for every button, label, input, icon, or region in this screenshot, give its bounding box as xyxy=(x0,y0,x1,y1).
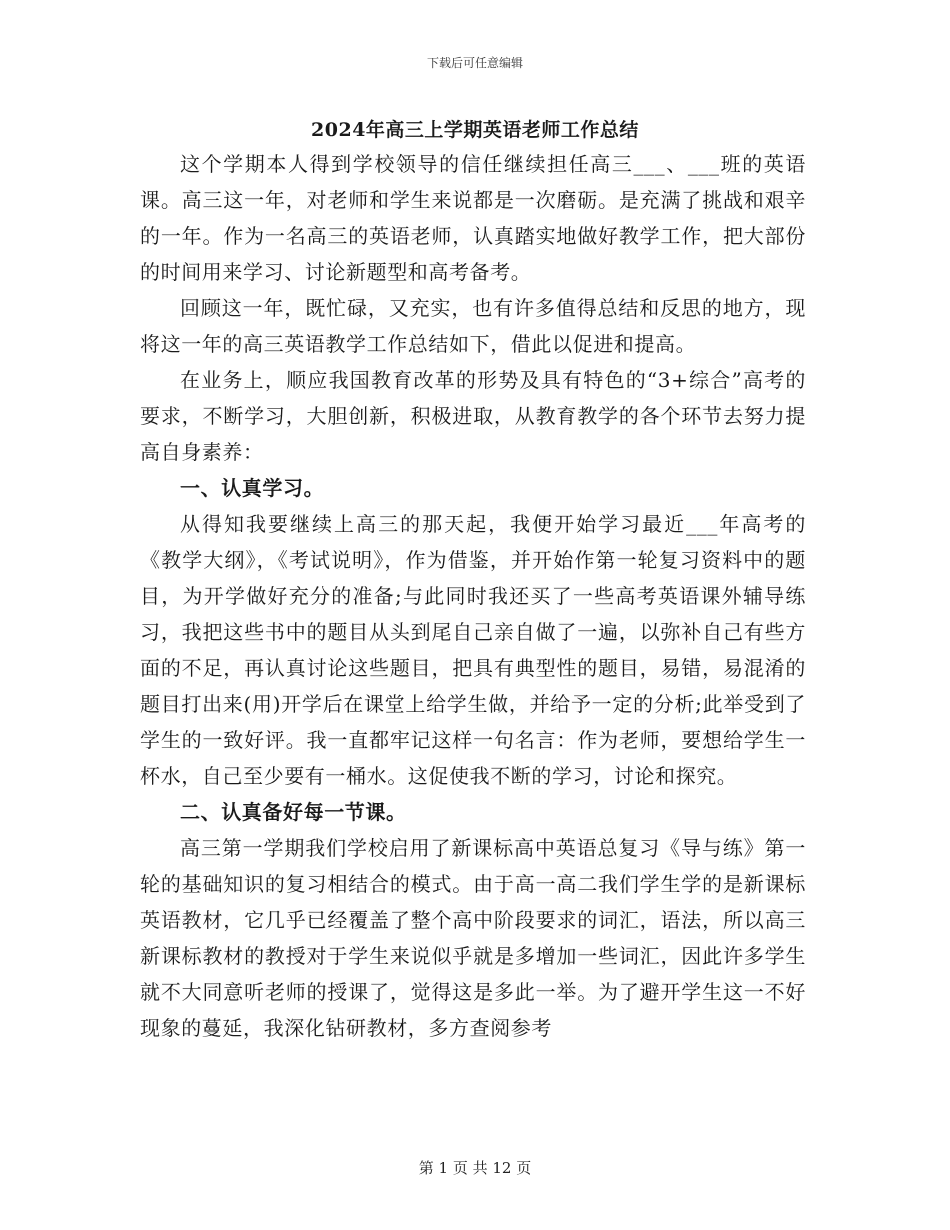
document-title: 2024年高三上学期英语老师工作总结 xyxy=(311,119,639,141)
section-heading-1: 一、认真学习。 xyxy=(180,476,325,500)
header-note: 下载后可任意编辑 xyxy=(426,56,523,70)
paragraph-3: 在业务上，顺应我国教育改革的形势及具有特色的“3+综合”高考的要求，不断学习，大胆创新，积极进取，从教育教学的各个环节去努力提高自身素养： xyxy=(140,368,806,464)
paragraph-4: 从得知我要继续上高三的那天起，我便开始学习最近___年高考的《教学大纲》，《考试说明》，作为借鉴，并开始作第一轮复习资料中的题目，为开学做好充分的准备;与此同时我还买了一些高考英语课外辅导练习，我把这些书中的题目从头到尾自己亲自做了一遍，以弥补自己有些方面的不足，再认真讨论这些题目，把具有典型性的题目，易错，易混淆的题目打出来(用)开学后在课堂上给学生做，并给予一定的分析;此举受到了学生的一致好评。我一直都牢记这样一句名言：作为老师，要想给学生一杯水，自己至少要有一桶水。这促使我不断的学习，讨论和探究。 xyxy=(140,512,806,788)
paragraph-1: 这个学期本人得到学校领导的信任继续担任高三___、___班的英语课。高三这一年，对老师和学生来说都是一次磨砺。是充满了挑战和艰辛的一年。作为一名高三的英语老师，认真踏实地做好教学工作，把大部份的时间用来学习、讨论新题型和高考备考。 xyxy=(140,152,806,284)
paragraph-2: 回顾这一年，既忙碌，又充实，也有许多值得总结和反思的地方，现将这一年的高三英语教学工作总结如下，借此以促进和提高。 xyxy=(140,296,806,356)
document-body xyxy=(140,146,806,1046)
paragraph-5: 高三第一学期我们学校启用了新课标高中英语总复习《导与练》第一轮的基础知识的复习相结合的模式。由于高一高二我们学生学的是新课标英语教材，它几乎已经覆盖了整个高中阶段要求的词汇，语法，所以高三新课标教材的教授对于学生来说似乎就是多增加一些词汇，因此许多学生就不大同意听老师的授课了，觉得这是多此一举。为了避开学生这一不好现象的蔓延，我深化钻研教材，多方查阅参考 xyxy=(140,836,806,1040)
page-number: 第 1 页 共 12 页 xyxy=(418,1159,532,1177)
section-heading-2: 二、认真备好每一节课。 xyxy=(180,800,407,824)
